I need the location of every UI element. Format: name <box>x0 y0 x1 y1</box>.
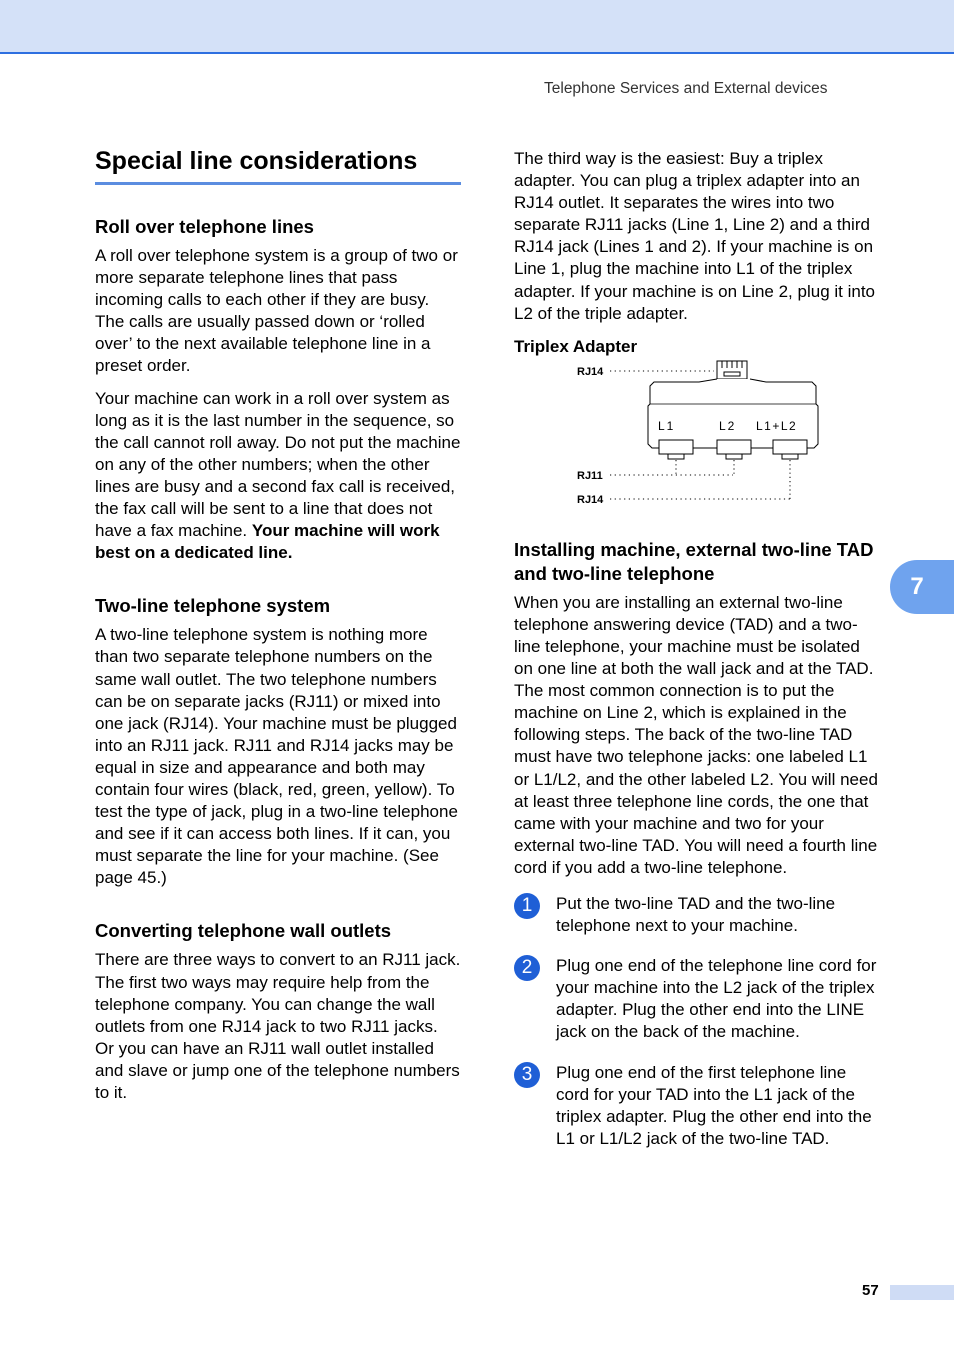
top-header-band <box>0 0 954 54</box>
heading-two-line: Two-line telephone system <box>95 595 331 617</box>
left-column <box>95 144 461 1104</box>
roll-over-text: Your machine can work in a roll over system as long as it is the last number in the sequence, so the call cannot roll away. Do not put the machine on any of the other numbers; when the other lines are busy and a second fax call is received, the fax call will be sent to a line that does not have a fax machine. <box>95 388 461 541</box>
page-number: 57 <box>862 1282 879 1299</box>
chapter-number: 7 <box>910 573 924 600</box>
step-3 <box>514 1062 880 1150</box>
heading-roll-over: Roll over telephone lines <box>95 216 314 237</box>
step-1 <box>514 893 880 937</box>
section-title: Special line considerations <box>95 144 461 185</box>
chapter-tab <box>890 560 954 614</box>
jack-label-l2: L2 <box>719 418 737 433</box>
running-header: Telephone Services and External devices <box>544 80 828 97</box>
step-text: Plug one end of the first telephone line cord for your TAD into the L1 jack of the triplex adapter. Plug the other end into the L1 or L1/L2 jack of the two-line TAD. <box>556 1062 872 1148</box>
label-rj14-top: RJ14 <box>577 365 604 378</box>
step-2 <box>514 955 880 1043</box>
installing-paragraph: When you are installing an external two-line telephone answering device (TAD) and a two-line telephone, your machine must be isolated on one line at both the wall jack and at the TAD. The most common connection is to put the machine on Line 2, which is explained in the following steps. The back of the two-line TAD must have two telephone jacks: one labeled L1 or L1/L2, and the other labeled L2. You will need at least three telephone line cords, the one that came with your machine and two for your external two-line TAD. You will need a fourth line cord if you add a two-line telephone. <box>514 592 878 877</box>
figure-caption: Triplex Adapter <box>514 336 638 356</box>
heading-converting: Converting telephone wall outlets <box>95 920 392 942</box>
label-rj14-bottom: RJ14 <box>577 493 604 506</box>
roll-over-bold-note: Your machine will work best on a dedicated line. <box>95 521 440 563</box>
footer-bar <box>890 1285 954 1300</box>
rj14-plug-top <box>717 361 747 379</box>
converting-paragraph: There are three ways to convert to an RJ11 jack. The first two ways may require help from the telephone company. You can change the wall outlets from one RJ14 jack to two RJ11 jacks. Or you can have an RJ11 wall outlet installed and slave or jump one of the telephone numbers to it. <box>95 950 461 1102</box>
right-column <box>514 148 880 1168</box>
two-line-paragraph: A two-line telephone system is nothing more than two separate telephone numbers on the same wall outlet. The two telephone numbers can be on separate jacks (RJ11) or mixed into one jack (RJ14). Your machine must be plugged into an RJ11 jack. RJ11 and RJ14 jacks may be equal in size and appearance and both may contain four wires (black, red, green, yellow). To test the type of jack, plug in a two-line telephone and see if it can access both lines. If it can, you must separate the line for your machine. (See page 45.) <box>95 625 458 888</box>
third-way-paragraph: The third way is the easiest: Buy a triplex adapter. You can plug a triplex adapter into an RJ14 outlet. It separates the wires into two separate RJ11 jacks (Line 1, Line 2) and a third RJ14 jack (Lines 1 and 2). If your machine is on Line 1, plug the machine into L1 of the triplex adapter. If your machine is on Line 2, plug it into L2 of the triple adapter. <box>514 149 876 323</box>
step-number-badge: 2 <box>514 955 540 981</box>
adapter-body <box>648 379 818 448</box>
step-number-badge: 3 <box>514 1062 540 1088</box>
jack-l2 <box>717 440 751 459</box>
step-list <box>514 893 880 1150</box>
roll-over-paragraph-1: A roll over telephone system is a group of two or more separate telephone lines that pass incoming calls to each other if they are busy. The calls are usually passed down or ‘rolled over’ to the next available telephone line in a preset order. <box>95 246 458 376</box>
step-text: Plug one end of the telephone line cord for your machine into the L2 jack of the triplex adapter. Plug the other end into the LINE jack on the back of the machine. <box>556 956 877 1042</box>
jack-label-l1l2: L1+L2 <box>756 418 798 433</box>
step-number-badge: 1 <box>514 893 540 919</box>
heading-installing: Installing machine, external two-line TAD and two-line telephone <box>514 538 874 584</box>
jack-label-l1: L1 <box>658 418 676 433</box>
label-rj11: RJ11 <box>577 469 603 482</box>
roll-over-paragraph-2 <box>95 388 461 565</box>
jack-l1l2 <box>773 440 807 459</box>
step-text: Put the two-line TAD and the two-line telephone next to your machine. <box>556 893 836 936</box>
jack-l1 <box>659 440 693 459</box>
triplex-adapter-diagram <box>514 360 880 510</box>
